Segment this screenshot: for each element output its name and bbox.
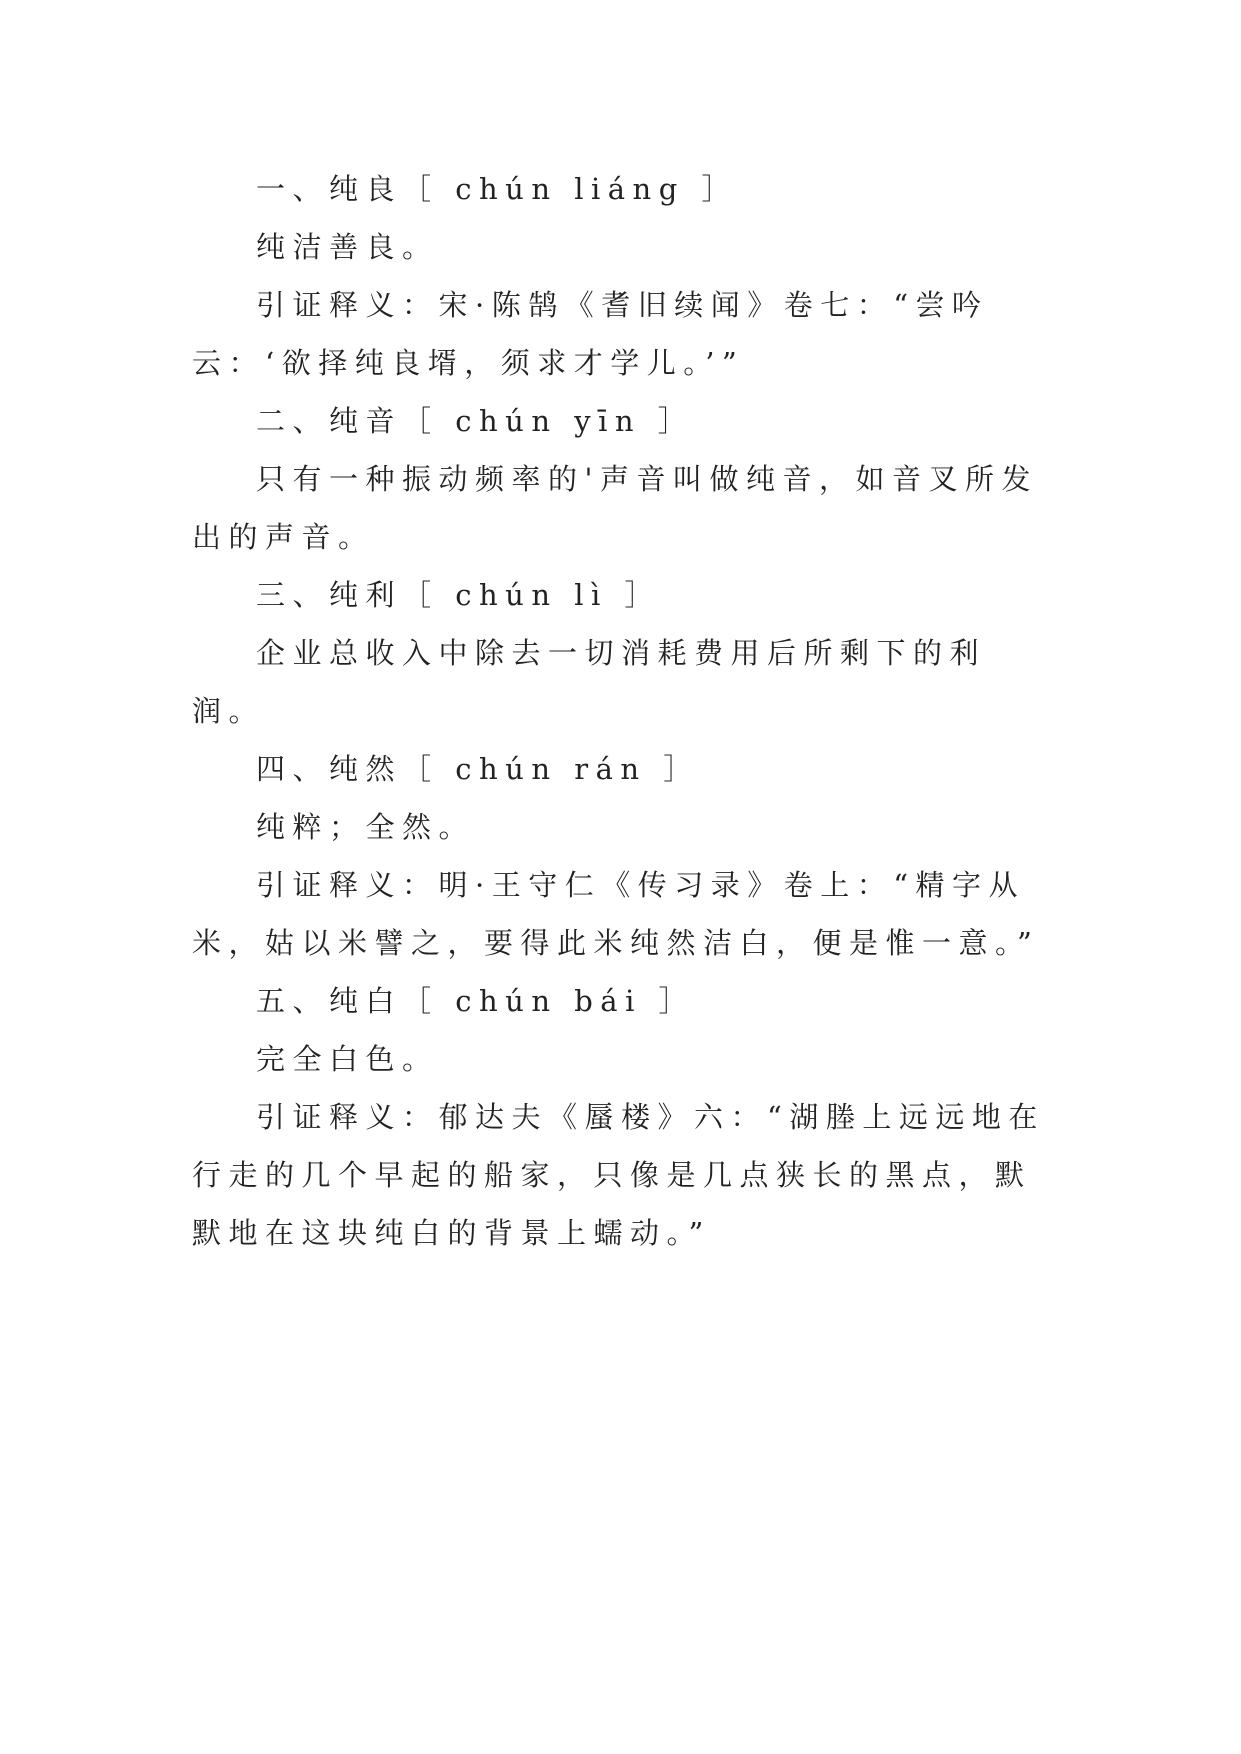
heading-chunbai: 五、纯白［ chún bái ］ xyxy=(256,984,696,1018)
definition-chunbai: 完全白色。 xyxy=(256,1042,439,1076)
definition-chunliang: 纯洁善良。 xyxy=(256,230,439,264)
definition-chunran: 纯粹；全然。 xyxy=(256,810,476,844)
definition-chunli: 企业总收入中除去一切消耗费用后所剩下的利润。 xyxy=(192,636,987,728)
citation-chunran: 引证释义：明·王守仁《传习录》卷上：“精字从米，姑以米譬之，要得此米纯然洁白，便是惟一意。” xyxy=(192,868,1040,960)
heading-chunli: 三、纯利［ chún lì ］ xyxy=(256,578,661,612)
heading-chunliang: 一、纯良［ chún liáng ］ xyxy=(256,172,739,206)
heading-chunran: 四、纯然［ chún rán ］ xyxy=(256,752,700,786)
definition-chunyin: 只有一种振动频率的'声音叫做纯音，如音叉所发出的声音。 xyxy=(192,462,1038,554)
citation-chunbai: 引证释义：郁达夫《蜃楼》六：“湖塍上远远地在行走的几个早起的船家，只像是几点狭长的黑点，默默地在这块纯白的背景上蠕动。” xyxy=(192,1100,1045,1250)
document-body xyxy=(192,160,1052,1262)
citation-chunliang: 引证释义：宋·陈鹄《耆旧续闻》卷七：“尝吟云：‘欲择纯良壻，须求才学儿。’” xyxy=(192,288,989,380)
heading-chunyin: 二、纯音［ chún yīn ］ xyxy=(256,404,695,438)
